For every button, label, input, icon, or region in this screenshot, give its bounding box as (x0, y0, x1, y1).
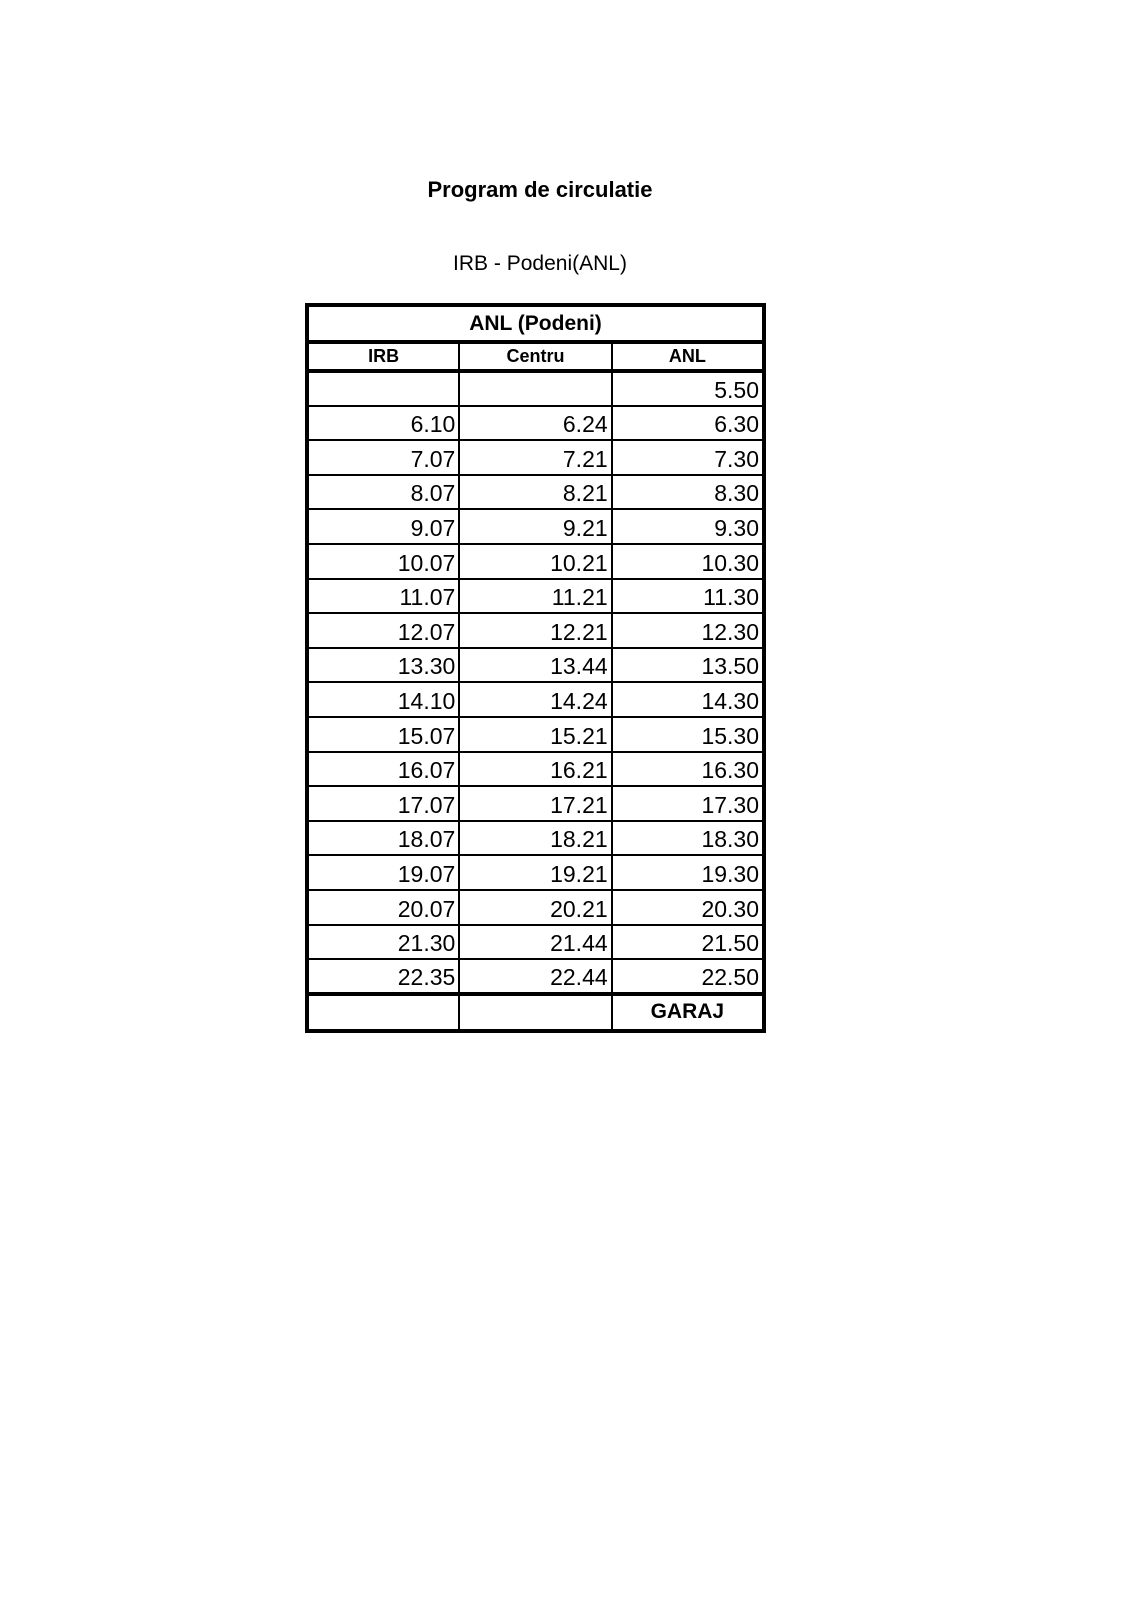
table-row (307, 890, 764, 925)
time-cell-anl: 20.30 (612, 890, 764, 925)
time-cell-anl: 13.50 (612, 648, 764, 683)
time-cell-centru: 13.44 (459, 648, 611, 683)
column-header-anl: ANL (612, 342, 764, 371)
time-cell-irb: 12.07 (307, 613, 459, 648)
time-cell-irb: 7.07 (307, 440, 459, 475)
time-cell-irb: 17.07 (307, 786, 459, 821)
time-cell-irb: 22.35 (307, 959, 459, 994)
time-cell-irb: 8.07 (307, 475, 459, 510)
table-row (307, 682, 764, 717)
table-footer-row (307, 994, 764, 1031)
route-subtitle: IRB - Podeni(ANL) (453, 252, 627, 275)
time-cell-anl: 9.30 (612, 509, 764, 544)
schedule-body (307, 371, 764, 994)
table-group-header-row (307, 305, 764, 342)
time-cell-anl: 12.30 (612, 613, 764, 648)
time-cell-irb: 13.30 (307, 648, 459, 683)
time-cell-centru: 21.44 (459, 925, 611, 960)
garaj-label: GARAJ (612, 994, 764, 1031)
table-row (307, 579, 764, 614)
time-cell-anl: 10.30 (612, 544, 764, 579)
time-cell-irb: 21.30 (307, 925, 459, 960)
table-row (307, 371, 764, 406)
document-title: Program de circulatie (427, 177, 653, 202)
time-cell-anl: 15.30 (612, 717, 764, 752)
time-cell-irb: 10.07 (307, 544, 459, 579)
time-cell-centru: 15.21 (459, 717, 611, 752)
time-cell-anl: 8.30 (612, 475, 764, 510)
time-cell-anl: 22.50 (612, 959, 764, 994)
time-cell-centru: 14.24 (459, 682, 611, 717)
time-cell-anl: 21.50 (612, 925, 764, 960)
time-cell-anl: 16.30 (612, 752, 764, 787)
time-cell-anl: 18.30 (612, 821, 764, 856)
time-cell-centru (459, 371, 611, 406)
time-cell-centru: 10.21 (459, 544, 611, 579)
time-cell-irb: 16.07 (307, 752, 459, 787)
time-cell-anl: 19.30 (612, 855, 764, 890)
table-row (307, 821, 764, 856)
time-cell-centru: 22.44 (459, 959, 611, 994)
time-cell-irb: 19.07 (307, 855, 459, 890)
table-column-header-row (307, 342, 764, 371)
group-header-cell: ANL (Podeni) (307, 305, 764, 342)
time-cell-anl: 14.30 (612, 682, 764, 717)
time-cell-irb: 15.07 (307, 717, 459, 752)
time-cell-anl: 11.30 (612, 579, 764, 614)
table-row (307, 752, 764, 787)
time-cell-anl: 6.30 (612, 406, 764, 441)
time-cell-centru: 11.21 (459, 579, 611, 614)
table-row (307, 509, 764, 544)
time-cell-irb: 20.07 (307, 890, 459, 925)
table-row (307, 475, 764, 510)
time-cell-centru: 7.21 (459, 440, 611, 475)
time-cell-irb: 11.07 (307, 579, 459, 614)
time-cell-anl: 17.30 (612, 786, 764, 821)
time-cell-irb: 6.10 (307, 406, 459, 441)
time-cell-centru: 18.21 (459, 821, 611, 856)
table-row (307, 544, 764, 579)
time-cell-irb: 18.07 (307, 821, 459, 856)
table-row (307, 925, 764, 960)
footer-cell-irb (307, 994, 459, 1031)
table-row (307, 648, 764, 683)
table-row (307, 406, 764, 441)
table-row (307, 440, 764, 475)
time-cell-irb (307, 371, 459, 406)
time-cell-centru: 8.21 (459, 475, 611, 510)
time-cell-centru: 6.24 (459, 406, 611, 441)
table-row (307, 959, 764, 994)
table-row (307, 855, 764, 890)
table-row (307, 717, 764, 752)
footer-cell-centru (459, 994, 611, 1031)
time-cell-anl: 7.30 (612, 440, 764, 475)
schedule-table (305, 303, 766, 1033)
time-cell-centru: 12.21 (459, 613, 611, 648)
column-header-irb: IRB (307, 342, 459, 371)
time-cell-centru: 20.21 (459, 890, 611, 925)
table-row (307, 786, 764, 821)
time-cell-irb: 9.07 (307, 509, 459, 544)
time-cell-centru: 9.21 (459, 509, 611, 544)
time-cell-anl: 5.50 (612, 371, 764, 406)
table-row (307, 613, 764, 648)
time-cell-irb: 14.10 (307, 682, 459, 717)
time-cell-centru: 19.21 (459, 855, 611, 890)
time-cell-centru: 17.21 (459, 786, 611, 821)
column-header-centru: Centru (459, 342, 611, 371)
time-cell-centru: 16.21 (459, 752, 611, 787)
